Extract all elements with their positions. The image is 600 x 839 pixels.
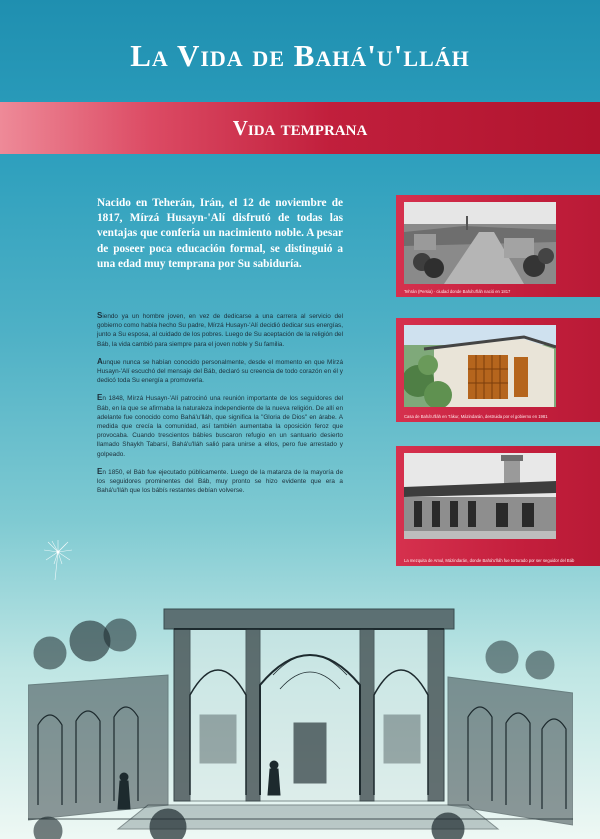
photo-caption: Casa de Bahá'u'lláh en Tákur, Mázindarán, destruida por el gobierno en 1981 [404,413,548,419]
photo-card-tehran [396,195,600,297]
tehran-photo [404,202,556,284]
takur-house-photo [404,325,556,407]
photo-card-takur-house [396,318,600,422]
body-text [97,311,343,503]
paragraph-text: iendo ya un hombre joven, en vez de dedicarse a una carrera al servicio del gobierno como había hecho Su padre, Mírzá Husayn-'Alí decidió dedicar sus energías, junto a Su esposa, al cuidado de los pobres. Luego de Su aceptación de la religión del Báb, la vida cambió para siempre para el joven noble y Su familia. [97,313,343,348]
section-title: Vida temprana [232,116,368,140]
paragraph-initial: S [97,311,103,320]
house-engraving [28,605,573,839]
paragraph-initial: E [97,393,103,403]
photo-card-amul-mosque [396,446,600,566]
paragraph-1 [97,311,343,349]
paragraph-text: n 1848, Mírzá Husayn-'Alí patrocinó una reunión importante de los seguidores del Báb, en la que se afirmaba la naturaleza independiente de la nueva religión. De allí en adelante fue conocido como Bahá'u'lláh, que significa la "Gloria de Dios" en árabe. A medida que crecía la comunidad, así también aumentaba la oposición feroz que provocaba. Cuando trescientos bábíes buscaron refugio en un santuario desierto llamado Shaykh Tabarsí, Bahá'u'lláh salió para unirse a ellos, pero fue arrestado y golpeado. [97,395,343,458]
paragraph-initial: A [97,356,103,366]
page-title: La Vida de Bahá'u'lláh [130,38,470,73]
paragraph-text: unque nunca se habían conocido personalmente, desde el momento en que Mírzá Husayn-'Alí escuchó del mensaje del Báb, declaró su creencia de todo corazón en él y dedicó toda Su energía a promoverla. [97,358,343,385]
amul-mosque-photo [404,453,556,539]
intro-paragraph: Nacido en Teherán, Irán, el 12 de noviembre de 1817, Mírzá Husayn-'Alí disfrutó de todas las ventajas que confería un nacimiento noble. A pesar de poseer poca educación formal, se distinguió a una edad muy temprana por Su sabiduría. [97,197,343,270]
paragraph-4 [97,467,343,496]
paragraph-initial: E [97,466,103,476]
paragraph-2 [97,357,343,386]
paragraph-text: n 1850, el Báb fue ejecutado públicamente. Luego de la matanza de la mayoría de los seguidores prominentes del Báb, muy pronto se hizo evidente que era a Bahá'u'lláh que los bábís restantes debían volverse. [97,468,343,495]
paragraph-3 [97,393,343,458]
photo-caption: Tehrán (Persia) · ciudad donde Bahá'u'lláh nació en 1817 [404,288,511,294]
photo-caption: La mezquita de Amul, Mázindarán, donde Bahá'u'lláh fue torturado por ser seguidor del Báb [404,557,575,563]
dandelion-decoration [28,538,88,593]
